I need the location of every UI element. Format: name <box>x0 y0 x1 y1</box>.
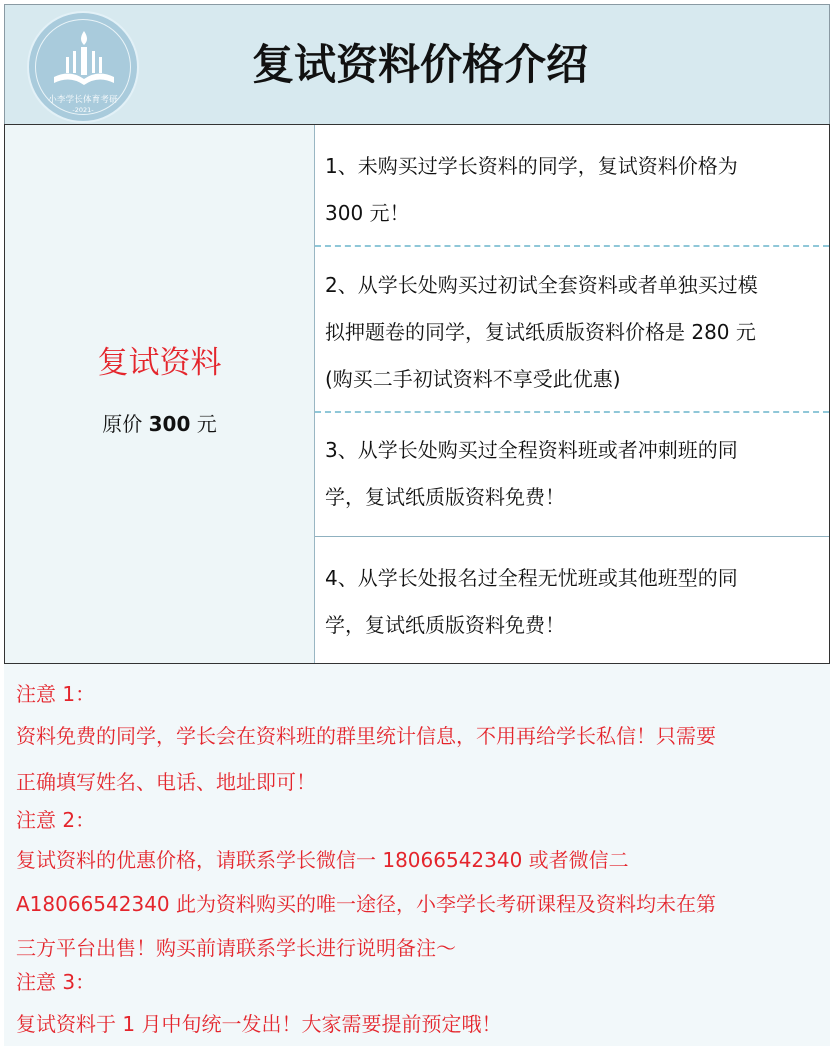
price-rule-2-line3: (购买二手初试资料不享受此优惠) <box>325 367 621 391</box>
note-3-heading: 注意 3： <box>16 970 96 994</box>
product-name: 复试资料 <box>97 345 222 381</box>
notes-section <box>4 664 830 1046</box>
note-2-line1: 复试资料的优惠价格，请联系学长微信一 18066542340 或者微信二 <box>16 848 629 872</box>
price-table <box>4 124 830 664</box>
brand-logo <box>27 11 139 123</box>
rule-divider <box>315 245 829 247</box>
header-banner <box>4 4 830 125</box>
rule-divider <box>315 536 829 537</box>
note-1-line1: 资料免费的同学，学长会在资料班的群里统计信息，不用再给学长私信！只需要 <box>16 724 716 748</box>
price-prefix: 原价 <box>102 412 143 436</box>
price-rule-2-line2: 拟押题卷的同学，复试纸质版资料价格是 280 元 <box>325 320 756 344</box>
price-rule-4-line1: 4、从学长处报名过全程无忧班或其他班型的同 <box>325 566 738 590</box>
rule-divider <box>315 411 829 413</box>
price-rule-2 <box>325 262 825 403</box>
price-rule-4 <box>325 555 825 649</box>
note-1-heading: 注意 1： <box>16 682 96 706</box>
note-2-line2: A18066542340 此为资料购买的唯一途径，小李学长考研课程及资料均未在第 <box>16 892 717 916</box>
price-rule-1-line1: 1、未购买过学长资料的同学，复试资料价格为 <box>325 154 738 178</box>
price-rule-4-line2: 学，复试纸质版资料免费！ <box>325 613 565 637</box>
note-2-line3: 三方平台出售！购买前请联系学长进行说明备注～ <box>16 936 456 960</box>
price-rule-1-line2: 300 元！ <box>325 201 410 225</box>
price-rule-3 <box>325 427 825 521</box>
note-3-line1: 复试资料于 1 月中旬统一发出！大家需要提前预定哦！ <box>16 1012 502 1036</box>
torch-book-icon <box>46 27 122 93</box>
price-rule-1 <box>325 143 825 237</box>
price-rule-3-line1: 3、从学长处购买过全程资料班或者冲刺班的同 <box>325 438 738 462</box>
price-rules <box>315 125 829 663</box>
page-title: 复试资料价格介绍 <box>251 40 588 89</box>
logo-name: 小李学长体育考研 <box>48 95 118 105</box>
price-value: 300 <box>148 412 191 436</box>
price-rule-3-line2: 学，复试纸质版资料免费！ <box>325 485 565 509</box>
note-1-line2: 正确填写姓名、电话、地址即可！ <box>16 770 316 794</box>
note-2-heading: 注意 2： <box>16 808 96 832</box>
price-rule-2-line1: 2、从学长处购买过初试全套资料或者单独买过模 <box>325 273 758 297</box>
product-panel <box>5 125 315 663</box>
logo-year: -2021- <box>72 106 94 114</box>
price-unit: 元 <box>196 412 217 436</box>
product-original-price <box>5 409 314 439</box>
